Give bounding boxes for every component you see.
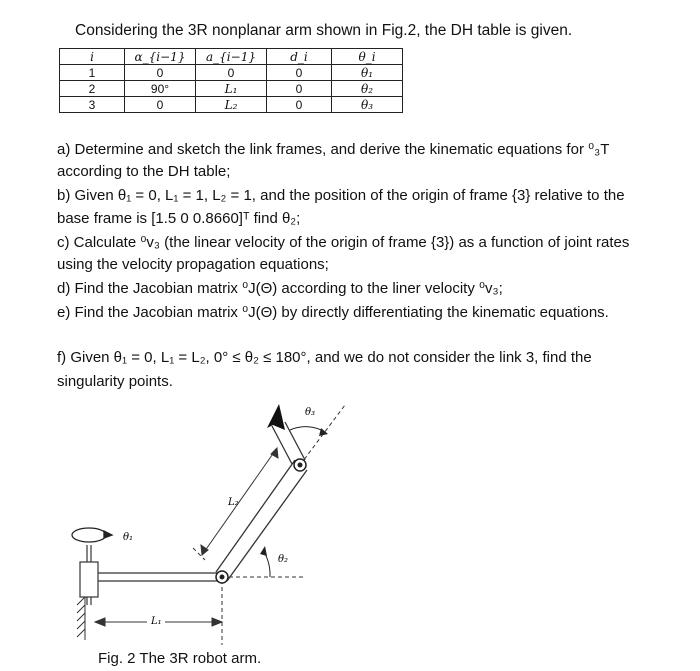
dashed-guides	[193, 405, 345, 645]
link-2	[216, 460, 307, 581]
L2-label: L₂	[228, 497, 239, 508]
table-row	[60, 97, 403, 113]
dh-table	[59, 48, 403, 113]
theta3-label: θ₃	[305, 407, 316, 418]
table-cell: L₂	[196, 97, 267, 113]
table-cell: 0	[125, 97, 196, 113]
dh-header-theta: θ_i	[332, 49, 403, 65]
dh-header-row	[60, 49, 403, 65]
joint-2	[216, 571, 228, 583]
table-cell: L₁	[196, 81, 267, 97]
question-a-line2: according to the DH table;	[57, 163, 231, 180]
question-d: d) Find the Jacobian matrix ⁰J(Θ) according to the liner velocity ⁰v₃;	[57, 280, 503, 297]
table-cell: 0	[267, 81, 332, 97]
question-b-line1: b) Given θ₁ = 0, L₁ = 1, L₂ = 1, and the position of the origin of frame {3} relative to the	[57, 187, 625, 204]
dh-header-i: i	[60, 49, 125, 65]
table-row	[60, 65, 403, 81]
table-cell: 0	[267, 65, 332, 81]
dh-header-alpha: α_{i−1}	[125, 49, 196, 65]
question-e: e) Find the Jacobian matrix ⁰J(Θ) by directly differentiating the kinematic equations.	[57, 304, 609, 321]
table-cell: θ₂	[332, 81, 403, 97]
table-cell: 0	[125, 65, 196, 81]
joint-3	[294, 459, 306, 471]
table-row	[60, 81, 403, 97]
table-cell: 2	[60, 81, 125, 97]
dh-header-d: d_i	[267, 49, 332, 65]
table-cell: θ₁	[332, 65, 403, 81]
table-cell: 90°	[125, 81, 196, 97]
dh-header-a: a_{i−1}	[196, 49, 267, 65]
end-effector-arrow	[267, 404, 285, 430]
question-b-line2: base frame is [1.5 0 0.8660]ᵀ find θ₂;	[57, 210, 301, 227]
link-1	[98, 573, 222, 581]
L1-label: L₁	[151, 616, 162, 627]
intro-text: Considering the 3R nonplanar arm shown in Fig.2, the DH table is given.	[75, 22, 573, 39]
table-cell: θ₃	[332, 97, 403, 113]
question-c-line1: c) Calculate ⁰v₃ (the linear velocity of the origin of frame {3}) as a function of joint rates	[57, 234, 630, 251]
table-cell: 0	[267, 97, 332, 113]
theta1-label: θ₁	[123, 532, 134, 543]
table-cell: 1	[60, 65, 125, 81]
theta2-label: θ₂	[278, 554, 289, 565]
table-cell: 0	[196, 65, 267, 81]
question-a-line1: a) Determine and sketch the link frames, and derive the kinematic equations for ⁰₃T	[57, 141, 610, 158]
robot-arm-figure	[55, 390, 355, 645]
table-cell: 3	[60, 97, 125, 113]
theta1-rotation-arrow	[72, 528, 112, 542]
question-f-line2: singularity points.	[57, 373, 173, 390]
base-shaft	[80, 545, 98, 605]
theta3-arc	[290, 427, 325, 432]
question-f-line1: f) Given θ₁ = 0, L₁ = L₂, 0° ≤ θ₂ ≤ 180°, and we do not consider the link 3, find the	[57, 349, 592, 366]
question-c-line2: using the velocity propagation equations;	[57, 256, 329, 273]
figure-caption: Fig. 2 The 3R robot arm.	[98, 650, 262, 667]
theta2-arrowhead	[260, 546, 267, 556]
